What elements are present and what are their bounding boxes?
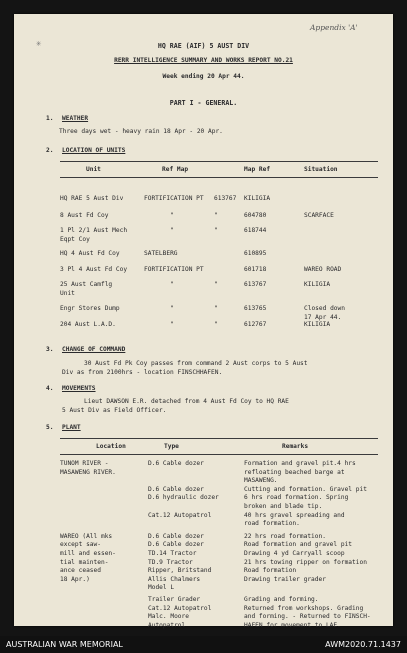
plant-table-cell: and forming. - Returned to FINSCH-	[244, 613, 371, 621]
table-rule	[60, 161, 378, 162]
plant-table-cell: 22 hrs road formation.	[244, 532, 326, 540]
plant-col-location: Location	[96, 443, 126, 450]
units-table-cell: 8 Aust Fd Coy	[60, 212, 109, 219]
plant-table-cell: Returned from workshops. Grading	[244, 604, 364, 612]
plant-table-cell: Autopatrol	[148, 621, 186, 629]
plant-table-cell: Trailer Grader	[148, 596, 201, 603]
units-table-cell: FORTIFICATION PT	[144, 195, 204, 202]
section-title-command: CHANGE OF COMMAND	[62, 346, 126, 353]
units-col-unit: Unit	[86, 166, 101, 173]
plant-table-cell: Road formation and gravel pit	[244, 541, 353, 549]
plant-table-cell: TUNOM RIVER -	[60, 460, 109, 467]
units-table-cell: "	[170, 281, 174, 288]
units-table-cell: 604780	[244, 212, 267, 219]
plant-table-cell: Cutting and formation. Gravel pit	[244, 485, 367, 493]
plant-table-cell: except saw-	[60, 541, 101, 549]
plant-table-cell: mill and essen-	[60, 550, 116, 557]
plant-col-remarks: Remarks	[282, 443, 309, 450]
units-table-cell: "	[170, 212, 174, 219]
plant-table-cell: TD.9 Tractor	[148, 558, 193, 566]
units-table-cell: "	[170, 305, 174, 312]
plant-table-cell: 21 hrs towing ripper on formation	[244, 558, 367, 566]
section-title-movements: MOVEMENTS	[62, 385, 96, 392]
movements-text-line: Lieut DAWSON E.R. detached from 4 Aust Fd Coy to HQ RAE	[84, 398, 289, 405]
plant-table-cell: broken and blade tip.	[244, 503, 323, 510]
units-table-cell: "	[214, 281, 218, 288]
plant-table-cell: D.6 Cable dozer	[148, 485, 204, 493]
units-table-cell: "	[214, 321, 218, 328]
table-rule	[60, 438, 378, 439]
plant-table-cell: HAFEN for movement to LAE.	[244, 621, 341, 629]
plant-table-cell: Model L	[148, 584, 175, 592]
units-table-cell: 612767	[244, 321, 267, 328]
units-table-cell: 613767	[214, 195, 237, 202]
document-page	[14, 14, 393, 629]
footer-accession-number: AWM2020.71.1437	[325, 640, 401, 649]
units-col-situation: Situation	[304, 166, 338, 173]
units-table-cell: 613765	[244, 305, 267, 312]
movements-text-line: 5 Aust Div as Field Officer.	[62, 407, 167, 414]
table-rule	[60, 177, 378, 178]
header-report-title: RERR INTELLIGENCE SUMMARY AND WORKS REPORT NO.21	[114, 57, 293, 64]
section-number: 3.	[46, 346, 54, 353]
units-table-cell: 601718	[244, 266, 267, 273]
plant-table-cell: WAREO (All mks	[60, 532, 113, 540]
units-table-cell: Engr Stores Dump	[60, 305, 120, 312]
plant-table-cell: Drawing trailer grader	[244, 575, 326, 583]
units-table-cell: Eqpt Coy	[60, 236, 90, 243]
plant-table-cell: 40 hrs gravel spreading and	[244, 511, 345, 519]
weather-text: Three days wet - heavy rain 18 Apr - 20 Apr.	[59, 128, 223, 135]
units-table-cell: KILIGIA	[304, 281, 331, 288]
units-table-cell: KILIGIA	[244, 195, 271, 202]
units-table-cell: HQ 4 Aust Fd Coy	[60, 250, 120, 257]
plant-table-cell: Allis Chalmers	[148, 575, 201, 583]
command-text-line: 30 Aust Fd Pk Coy passes from command 2 Aust corps to 5 Aust	[84, 360, 308, 367]
plant-table-cell: ance ceased	[60, 567, 101, 575]
section-number: 5.	[46, 424, 54, 431]
units-table-cell: "	[170, 227, 174, 234]
units-table-cell: WAREO ROAD	[304, 266, 342, 273]
units-table-cell: 610895	[244, 250, 267, 257]
units-col-mapref: Map Ref	[244, 166, 271, 173]
plant-table-cell: D.6 Cable dozer	[148, 541, 204, 549]
plant-table-cell: TD.14 Tractor	[148, 550, 197, 557]
plant-table-cell: D.6 Cable dozer	[148, 460, 204, 467]
section-number: 4.	[46, 385, 54, 392]
units-col-refmap: Ref Map	[162, 166, 189, 173]
command-text-line: Div as from 2100hrs - location FINSCHHAFEN.	[62, 369, 223, 376]
section-title-plant: PLANT	[62, 424, 81, 431]
plant-table-cell: Road formation	[244, 567, 297, 575]
plant-table-cell: road formation.	[244, 520, 300, 528]
archive-footer	[0, 636, 407, 653]
plant-table-cell: D.6 Cable dozer	[148, 532, 204, 540]
units-table-cell: "	[214, 212, 218, 219]
units-table-cell: SATELBERG	[144, 250, 178, 257]
plant-col-type: Type	[164, 443, 179, 450]
plant-table-cell: 6 hrs road formation. Spring	[244, 494, 349, 502]
header-week: Week ending 20 Apr 44.	[162, 73, 245, 80]
units-table-cell: 1 Pl 2/1 Aust Mech	[60, 227, 128, 234]
section-number: 1.	[46, 115, 54, 122]
plant-table-cell: tial mainten-	[60, 558, 109, 566]
plant-table-cell: Grading and forming.	[244, 596, 319, 603]
units-table-cell: "	[214, 227, 218, 234]
plant-table-cell: Formation and gravel pit.4 hrs	[244, 460, 356, 467]
units-table-cell: 204 Aust L.A.D.	[60, 321, 116, 328]
plant-table-cell: Cat.12 Autopatrol	[148, 511, 212, 519]
units-table-cell: 3 Pl 4 Aust Fd Coy	[60, 266, 128, 273]
handwritten-annotation: Appendix 'A'	[310, 23, 358, 32]
units-table-cell: FORTIFICATION PT	[144, 266, 204, 273]
units-table-cell: "	[214, 305, 218, 312]
table-rule	[60, 454, 378, 455]
header-unit: HQ RAE (AIF) 5 AUST DIV	[157, 42, 250, 50]
plant-table-cell: refloating beached barge at	[244, 468, 345, 476]
units-table-cell: Unit	[60, 290, 75, 297]
units-table-cell: 618744	[244, 227, 267, 234]
units-table-cell: HQ RAE 5 Aust Div	[60, 195, 124, 202]
part-heading: PART I - GENERAL.	[169, 99, 238, 107]
plant-table-cell: MASAWENG RIVER.	[60, 468, 116, 476]
units-table-cell: "	[170, 321, 174, 328]
plant-table-cell: 18 Apr.)	[60, 575, 90, 583]
plant-table-cell: Cat.12 Autopatrol	[148, 604, 212, 612]
units-table-cell: SCARFACE	[304, 212, 334, 219]
pencil-mark-icon: ✳	[36, 39, 42, 49]
section-number: 2.	[46, 147, 54, 154]
section-title-weather: WEATHER	[62, 115, 89, 122]
plant-table-cell: Ripper, Britstand	[148, 567, 212, 575]
footer-institution: AUSTRALIAN WAR MEMORIAL	[6, 640, 123, 649]
units-table-cell: 613767	[244, 281, 267, 288]
plant-table-cell: D.6 hydraulic dozer	[148, 494, 219, 502]
units-table-cell: 17 Apr 44.	[304, 314, 342, 321]
units-table-cell: KILIGIA	[304, 321, 331, 328]
units-table-cell: Closed down	[304, 305, 345, 312]
plant-table-cell: MASAWENG.	[244, 477, 278, 485]
section-title-location: LOCATION OF UNITS	[62, 147, 126, 154]
plant-table-cell: Malc. Moore	[148, 613, 189, 621]
plant-table-cell: Drawing 4 yd Carryall scoop	[244, 550, 345, 557]
units-table-cell: 25 Aust Camflg	[60, 281, 113, 288]
